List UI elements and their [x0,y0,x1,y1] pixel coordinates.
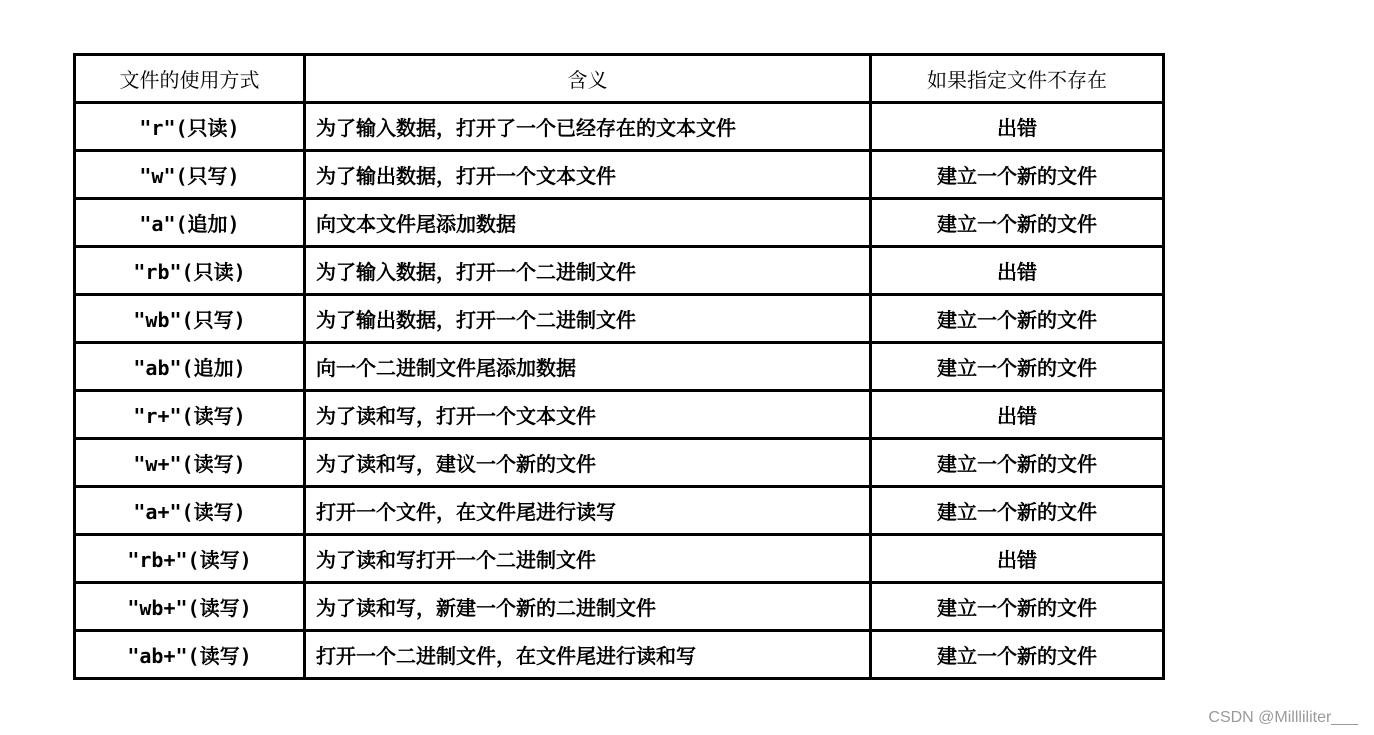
cell-if-missing: 出错 [871,247,1164,295]
cell-meaning: 为了读和写，新建一个新的二进制文件 [305,583,871,631]
cell-mode: "r+"(读写) [75,391,305,439]
cell-meaning: 为了输入数据，打开了一个已经存在的文本文件 [305,103,871,151]
cell-meaning: 向一个二进制文件尾添加数据 [305,343,871,391]
cell-mode: "a+"(读写) [75,487,305,535]
cell-if-missing: 建立一个新的文件 [871,199,1164,247]
header-if-missing: 如果指定文件不存在 [871,55,1164,103]
table-row [75,439,1164,487]
cell-if-missing: 出错 [871,535,1164,583]
cell-meaning: 为了读和写，打开一个文本文件 [305,391,871,439]
cell-mode: "wb"(只写) [75,295,305,343]
cell-meaning: 打开一个文件，在文件尾进行读写 [305,487,871,535]
cell-mode: "ab+"(读写) [75,631,305,679]
header-mode: 文件的使用方式 [75,55,305,103]
file-mode-table [73,53,1165,680]
table-row [75,583,1164,631]
table-row [75,535,1164,583]
cell-mode: "w"(只写) [75,151,305,199]
cell-meaning: 向文本文件尾添加数据 [305,199,871,247]
cell-mode: "rb"(只读) [75,247,305,295]
cell-mode: "wb+"(读写) [75,583,305,631]
table-row [75,199,1164,247]
cell-if-missing: 建立一个新的文件 [871,439,1164,487]
cell-mode: "rb+"(读写) [75,535,305,583]
cell-if-missing: 出错 [871,391,1164,439]
table-header-row [75,55,1164,103]
cell-meaning: 为了读和写，建议一个新的文件 [305,439,871,487]
cell-if-missing: 建立一个新的文件 [871,583,1164,631]
cell-meaning: 为了输出数据，打开一个文本文件 [305,151,871,199]
table-row [75,247,1164,295]
table-row [75,103,1164,151]
cell-meaning: 打开一个二进制文件，在文件尾进行读和写 [305,631,871,679]
cell-meaning: 为了输入数据，打开一个二进制文件 [305,247,871,295]
cell-if-missing: 建立一个新的文件 [871,151,1164,199]
table-row [75,631,1164,679]
table-row [75,151,1164,199]
cell-if-missing: 建立一个新的文件 [871,295,1164,343]
header-meaning: 含义 [305,55,871,103]
csdn-watermark: CSDN @Millliliter___ [1208,709,1358,726]
cell-meaning: 为了输出数据，打开一个二进制文件 [305,295,871,343]
table-row [75,295,1164,343]
table-row [75,487,1164,535]
cell-mode: "w+"(读写) [75,439,305,487]
cell-if-missing: 建立一个新的文件 [871,631,1164,679]
table-row [75,391,1164,439]
cell-mode: "ab"(追加) [75,343,305,391]
cell-if-missing: 出错 [871,103,1164,151]
cell-if-missing: 建立一个新的文件 [871,487,1164,535]
cell-mode: "r"(只读) [75,103,305,151]
cell-mode: "a"(追加) [75,199,305,247]
table-row [75,343,1164,391]
cell-if-missing: 建立一个新的文件 [871,343,1164,391]
cell-meaning: 为了读和写打开一个二进制文件 [305,535,871,583]
